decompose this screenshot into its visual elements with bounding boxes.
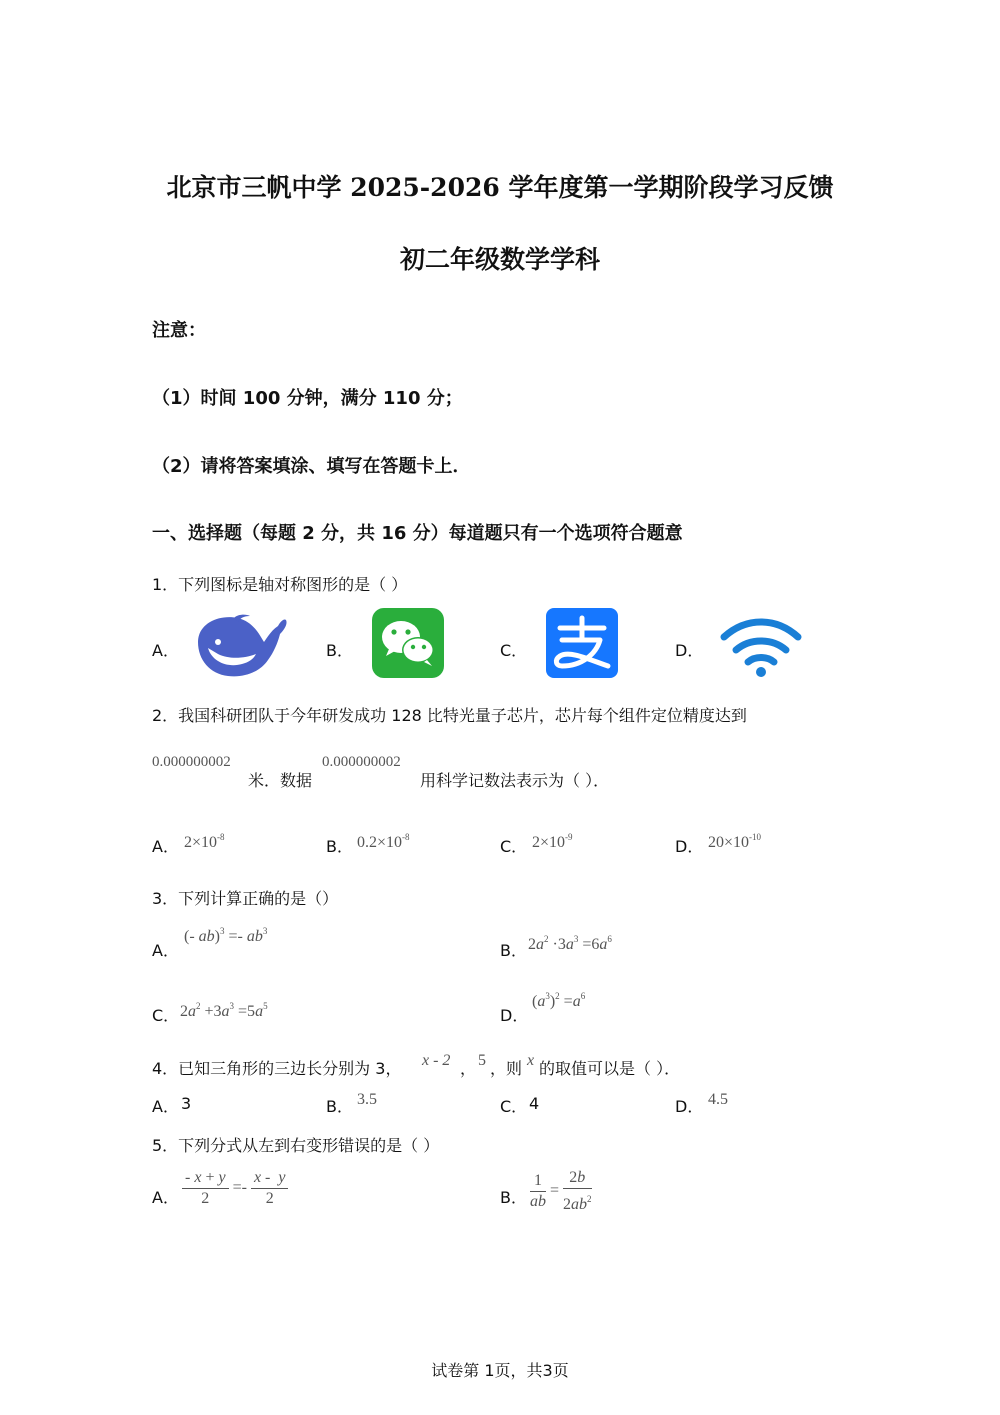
q4-option-c: 4 [529,1094,540,1113]
q5-option-a-label: A． [152,1188,179,1207]
alipay-icon [546,608,618,678]
q2-value-2: 0.000000002 [322,754,401,770]
section-heading: 一、选择题（每题 2 分，共 16 分）每道题只有一个选项符合题意 [152,523,683,544]
q2-option-d-label: D． [675,837,704,856]
q5-option-a-formula: $\frac{- x + y}{2}$ =- $\frac{x - y}{2}$ [182,1168,288,1209]
q1-option-b-label: B． [326,641,353,660]
q5-option-b-label: B． [500,1188,527,1207]
q3-option-c-label: C． [152,1006,180,1025]
page-title: 北京市三帆中学 2025-2026 学年度第一学期阶段学习反馈 [166,173,834,202]
q2-text-end: 用科学记数法表示为（ ）． [420,771,610,790]
q4-stem-b: ，则 [490,1059,523,1078]
q2-option-d: $20\times 10^{-10}$ [708,832,762,851]
q2-option-a: $2\times 10^{-8}$ [184,832,225,851]
page-subtitle: 初二年级数学学科 [399,245,600,274]
q3-option-d-label: D． [500,1006,529,1025]
note-time: （1）时间 100 分钟，满分 110 分； [152,388,463,409]
q4-option-a: 3 [181,1094,192,1113]
q3-option-b-label: B． [500,941,527,960]
q2-option-c-label: C． [500,837,528,856]
q1-option-a-label: A． [152,641,179,660]
question-4-stem-a: 4．已知三角形的三边长分别为 3， [152,1059,402,1078]
q2-option-b-label: B． [326,837,353,856]
q4-option-c-label: C． [500,1097,528,1116]
q1-option-c-label: C． [500,641,528,660]
question-1-stem: 1．下列图标是轴对称图形的是（ ） [152,575,408,594]
q3-option-a-formula: (- $ab)^3 =- ab^3$ [184,926,268,945]
q3-option-c-formula: $2a^2 +3a^3 =5a^5$ [180,1001,268,1020]
q1-option-d-label: D． [675,641,704,660]
q4-option-a-label: A． [152,1097,179,1116]
q2-option-b: $0.2\times 10^{-8}$ [357,832,410,851]
q2-option-a-label: A． [152,837,179,856]
q4-option-b-label: B． [326,1097,353,1116]
page-footer: 试卷第 1页，共3页 [431,1361,569,1380]
q4-var-x: x [527,1052,535,1069]
wifi-icon [718,615,804,679]
q3-option-b-formula: $2a^2 \cdot 3a^3 =6a^6$ [528,934,612,953]
q4-expr-x-minus-2: x - 2 [422,1052,451,1069]
q2-text-mid: 米．数据 [248,771,313,790]
q4-option-d-label: D． [675,1097,704,1116]
q2-option-c: $2\times 10^{-9}$ [532,832,573,851]
q3-option-d-formula: $(a^3)^2 =a^6$ [532,991,586,1010]
q4-option-d: 4.5 [708,1091,728,1108]
question-5-stem: 5．下列分式从左到右变形错误的是（ ） [152,1136,440,1155]
q4-separator: ， [460,1059,477,1078]
q2-value-1: 0.000000002 [152,754,231,770]
whale-logo-icon [194,612,288,680]
q4-stem-c: 的取值可以是（ ）． [539,1059,681,1078]
q5-option-b-formula: $\frac{1}{ab}$ = $\frac{2b}{2ab^2}$ [530,1169,592,1213]
q4-option-b: 3.5 [357,1091,377,1108]
q4-value-5: 5 [478,1052,486,1069]
question-3-stem: 3．下列计算正确的是（） [152,889,339,908]
q3-option-a-label: A． [152,941,179,960]
notes-heading: 注意： [152,320,206,341]
question-2-stem: 2．我国科研团队于今年研发成功 128 比特光量子芯片，芯片每个组件定位精度达到 [152,706,747,725]
wechat-icon [372,608,444,678]
note-answer-sheet: （2）请将答案填涂、填写在答题卡上． [152,456,471,477]
